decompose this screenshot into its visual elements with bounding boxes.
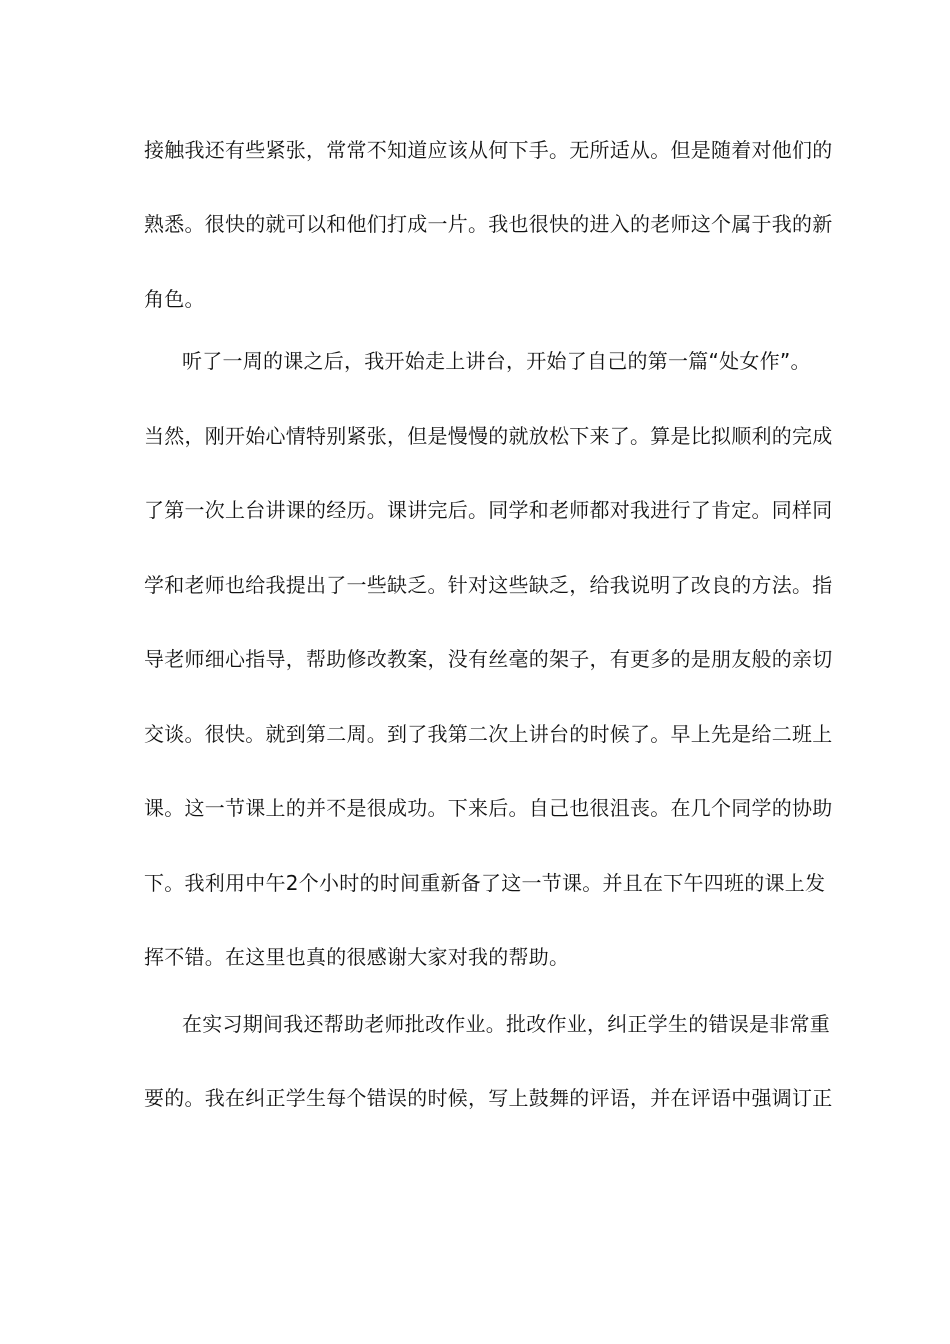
paragraph-line: 挥不错。在这里也真的很感谢大家对我的帮助。	[144, 945, 570, 969]
paragraph-line: 熟悉。很快的就可以和他们打成一片。我也很快的进入的老师这个属于我的新	[144, 212, 833, 236]
paragraph-line: 课。这一节课上的并不是很成功。下来后。自己也很沮丧。在几个同学的协助	[144, 796, 833, 820]
paragraph-line: 学和老师也给我提出了一些缺乏。针对这些缺乏，给我说明了改良的方法。指	[144, 573, 833, 597]
paragraph-line: 角色。	[144, 287, 205, 311]
paragraph-line: 了第一次上台讲课的经历。课讲完后。同学和老师都对我进行了肯定。同样同	[144, 498, 833, 522]
paragraph-line: 交谈。很快。就到第二周。到了我第二次上讲台的时候了。早上先是给二班上	[144, 722, 833, 746]
paragraph-line: 要的。我在纠正学生每个错误的时候，写上鼓舞的评语，并在评语中强调订正	[144, 1086, 833, 1110]
paragraph-line: 导老师细心指导，帮助修改教案，没有丝毫的架子，有更多的是朋友般的亲切	[144, 647, 833, 671]
paragraph-line: 当然，刚开始心情特别紧张，但是慢慢的就放松下来了。算是比拟顺利的完成	[144, 424, 833, 448]
paragraph-line: 下。我利用中午2个小时的时间重新备了这一节课。并且在下午四班的课上发	[144, 871, 826, 895]
paragraph-line: 接触我还有些紧张，常常不知道应该从何下手。无所适从。但是随着对他们的	[144, 138, 833, 162]
paragraph-line: 听了一周的课之后，我开始走上讲台，开始了自己的第一篇“处女作”。	[182, 349, 811, 373]
paragraph-line: 在实习期间我还帮助老师批改作业。批改作业，纠正学生的错误是非常重	[182, 1012, 830, 1036]
